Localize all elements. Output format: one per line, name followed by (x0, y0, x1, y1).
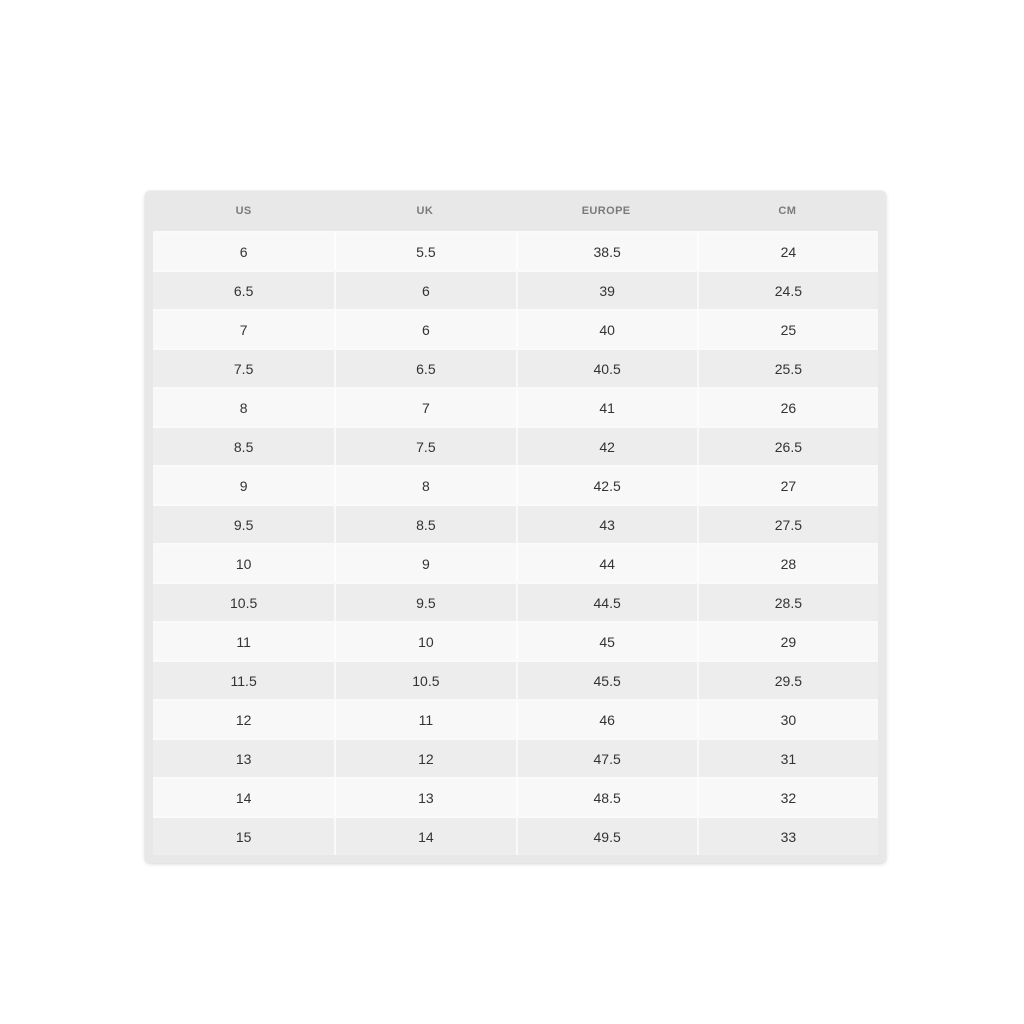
table-cell: 6.5 (334, 348, 515, 387)
table-cell: 40.5 (516, 348, 697, 387)
table-row (153, 582, 878, 621)
table-row (153, 660, 878, 699)
table-row (153, 426, 878, 465)
table-cell: 25.5 (697, 348, 878, 387)
table-cell: 45 (516, 621, 697, 660)
table-cell: 9 (153, 465, 334, 504)
table-cell: 7.5 (334, 426, 515, 465)
table-cell: 10 (153, 543, 334, 582)
table-cell: 30 (697, 699, 878, 738)
table-cell: 11 (153, 621, 334, 660)
table-cell: 25 (697, 309, 878, 348)
table-header (153, 191, 878, 231)
table-cell: 10 (334, 621, 515, 660)
table-row (153, 543, 878, 582)
table-cell: 46 (516, 699, 697, 738)
table-cell: 39 (516, 270, 697, 309)
column-header-us: US (235, 205, 252, 217)
table-row (153, 270, 878, 309)
table-cell: 26 (697, 387, 878, 426)
table-cell: 32 (697, 777, 878, 816)
table-cell: 24.5 (697, 270, 878, 309)
table-cell: 47.5 (516, 738, 697, 777)
table-cell: 40 (516, 309, 697, 348)
table-cell: 29 (697, 621, 878, 660)
table-cell: 12 (334, 738, 515, 777)
table-cell: 29.5 (697, 660, 878, 699)
table-row (153, 738, 878, 777)
table-body (153, 231, 878, 855)
table-row (153, 777, 878, 816)
table-row (153, 348, 878, 387)
table-cell: 42.5 (516, 465, 697, 504)
table-cell: 8.5 (153, 426, 334, 465)
table-cell: 7 (334, 387, 515, 426)
table-cell: 9.5 (334, 582, 515, 621)
table-cell: 12 (153, 699, 334, 738)
table-cell: 6 (334, 270, 515, 309)
table-cell: 28.5 (697, 582, 878, 621)
table-cell: 14 (334, 816, 515, 855)
table-cell: 13 (153, 738, 334, 777)
table-cell: 41 (516, 387, 697, 426)
size-conversion-card (145, 191, 886, 863)
table-cell: 44 (516, 543, 697, 582)
table-cell: 5.5 (334, 231, 515, 270)
table-cell: 38.5 (516, 231, 697, 270)
table-row (153, 504, 878, 543)
size-conversion-table (153, 191, 878, 855)
table-cell: 42 (516, 426, 697, 465)
table-cell: 31 (697, 738, 878, 777)
table-row (153, 816, 878, 855)
table-cell: 7 (153, 309, 334, 348)
table-cell: 11.5 (153, 660, 334, 699)
table-row (153, 621, 878, 660)
table-row (153, 465, 878, 504)
table-row (153, 387, 878, 426)
table-cell: 6 (153, 231, 334, 270)
table-cell: 33 (697, 816, 878, 855)
table-cell: 27.5 (697, 504, 878, 543)
table-row (153, 231, 878, 270)
table-cell: 9 (334, 543, 515, 582)
table-header-row (153, 191, 878, 231)
column-header-europe: EUROPE (581, 205, 631, 217)
column-header-cm: CM (778, 205, 797, 217)
table-cell: 44.5 (516, 582, 697, 621)
table-cell: 43 (516, 504, 697, 543)
column-header-uk: UK (416, 205, 434, 217)
table-cell: 26.5 (697, 426, 878, 465)
table-cell: 9.5 (153, 504, 334, 543)
table-cell: 28 (697, 543, 878, 582)
table-cell: 10.5 (334, 660, 515, 699)
table-cell: 6 (334, 309, 515, 348)
table-row (153, 699, 878, 738)
table-cell: 14 (153, 777, 334, 816)
table-cell: 8 (334, 465, 515, 504)
table-cell: 6.5 (153, 270, 334, 309)
table-cell: 45.5 (516, 660, 697, 699)
table-row (153, 309, 878, 348)
table-cell: 49.5 (516, 816, 697, 855)
table-cell: 8.5 (334, 504, 515, 543)
table-cell: 24 (697, 231, 878, 270)
table-cell: 8 (153, 387, 334, 426)
table-cell: 11 (334, 699, 515, 738)
table-cell: 27 (697, 465, 878, 504)
table-cell: 15 (153, 816, 334, 855)
table-cell: 48.5 (516, 777, 697, 816)
table-cell: 13 (334, 777, 515, 816)
table-cell: 7.5 (153, 348, 334, 387)
table-cell: 10.5 (153, 582, 334, 621)
